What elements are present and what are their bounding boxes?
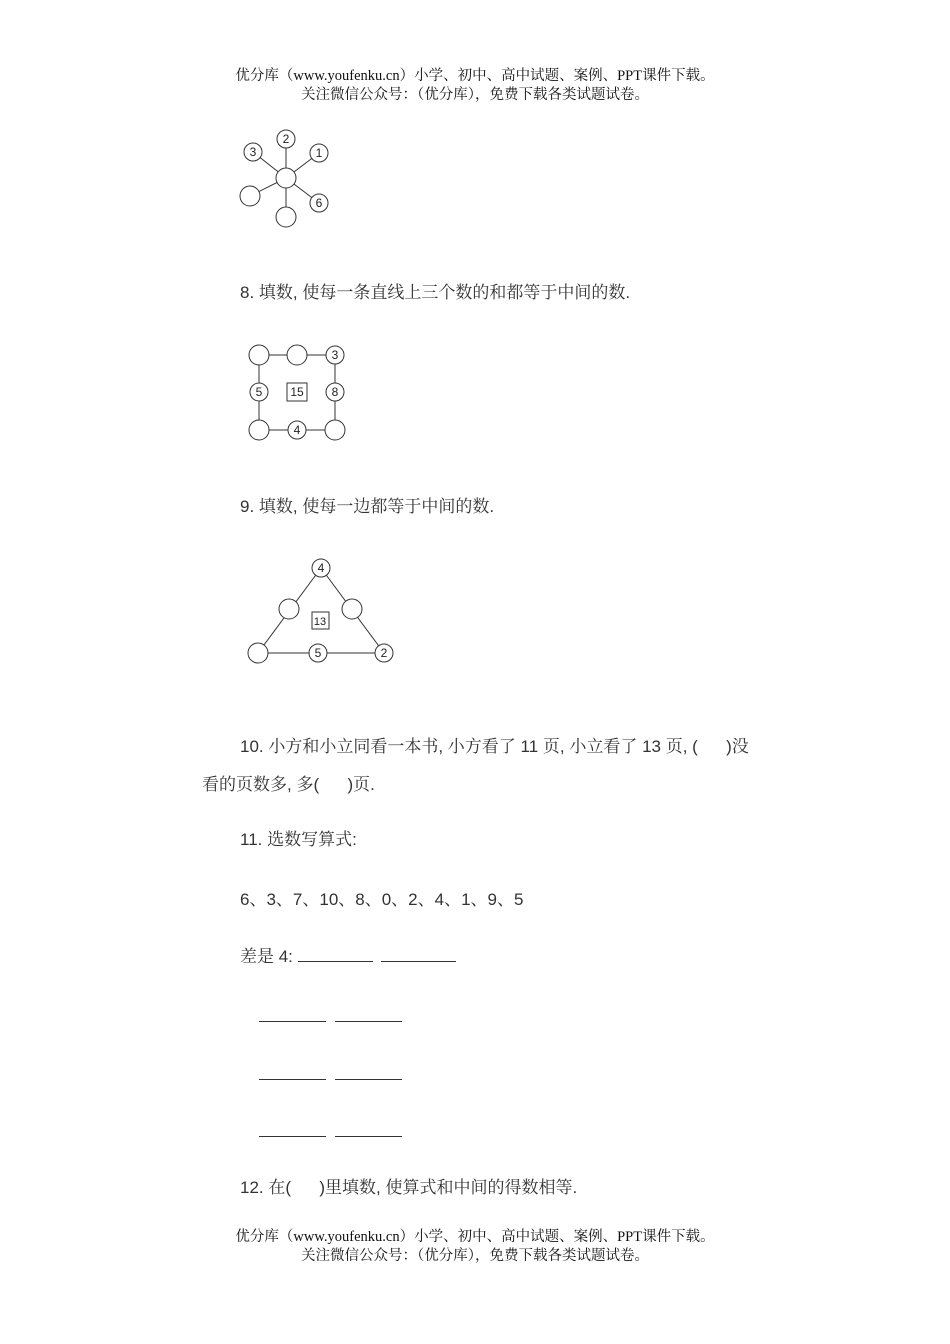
q9-text: 9. 填数, 使每一边都等于中间的数. bbox=[240, 497, 495, 516]
answer-blank[interactable] bbox=[259, 1065, 326, 1080]
header-line-2: 关注微信公众号：（优分库），免费下载各类试题试卷。 bbox=[301, 87, 649, 103]
q9-node-label: 4 bbox=[317, 561, 325, 575]
q8-center-label: 15 bbox=[290, 385, 304, 399]
footer-line-2: 关注微信公众号：（优分库），免费下载各类试题试卷。 bbox=[301, 1248, 649, 1264]
q11-numbers: 6、3、7、10、8、0、2、4、1、9、5 bbox=[240, 890, 524, 909]
star-figure bbox=[230, 125, 340, 235]
answer-blank[interactable] bbox=[335, 1007, 402, 1022]
q8-node-circle bbox=[249, 420, 269, 440]
q11-diff-label: 差是 4: bbox=[240, 947, 293, 966]
q9-node-circle bbox=[342, 599, 362, 619]
star-node-label: 1 bbox=[315, 146, 323, 160]
q8-node-circle bbox=[325, 420, 345, 440]
header-line-1: 优分库（www.youfenku.cn）小学、初中、高中试题、案例、PPT课件下载。 bbox=[235, 68, 715, 84]
star-node-circle bbox=[240, 186, 260, 206]
q9-node-circle bbox=[279, 599, 299, 619]
star-node-label: 6 bbox=[315, 196, 323, 210]
q12-text: 12. 在( )里填数, 使算式和中间的得数相等. bbox=[240, 1178, 578, 1197]
q9-node-label: 5 bbox=[314, 646, 322, 660]
answer-blank[interactable] bbox=[298, 947, 373, 962]
q8-node-label: 5 bbox=[255, 385, 263, 399]
q9-center-label: 13 bbox=[313, 616, 327, 628]
q8-node-circle bbox=[249, 345, 269, 365]
answer-blank[interactable] bbox=[335, 1122, 402, 1137]
star-node-circle bbox=[276, 207, 296, 227]
q9-node-circle bbox=[248, 643, 268, 663]
q11-blank-row bbox=[259, 1007, 402, 1027]
q9-triangle-figure bbox=[240, 550, 400, 670]
q8-node-label: 8 bbox=[331, 385, 339, 399]
star-center-circle bbox=[276, 168, 296, 188]
star-node-label: 3 bbox=[249, 145, 257, 159]
q10-line-2: 看的页数多, 多( )页. bbox=[202, 775, 375, 794]
q10-line-1: 10. 小方和小立同看一本书, 小方看了 11 页, 小立看了 13 页, ( )没 bbox=[240, 737, 749, 756]
q8-node-label: 4 bbox=[293, 423, 301, 437]
answer-blank[interactable] bbox=[335, 1065, 402, 1080]
q11-blank-row bbox=[259, 1065, 402, 1085]
q11-diff-row bbox=[240, 947, 456, 967]
answer-blank[interactable] bbox=[259, 1007, 326, 1022]
q11-text: 11. 选数写算式: bbox=[240, 830, 357, 849]
footer-line-1: 优分库（www.youfenku.cn）小学、初中、高中试题、案例、PPT课件下载。 bbox=[235, 1229, 715, 1245]
answer-blank[interactable] bbox=[259, 1122, 326, 1137]
q11-blank-row bbox=[259, 1122, 402, 1142]
q8-node-label: 3 bbox=[331, 348, 339, 362]
star-node-label: 2 bbox=[282, 132, 290, 146]
q9-node-label: 2 bbox=[380, 646, 388, 660]
q8-text: 8. 填数, 使每一条直线上三个数的和都等于中间的数. bbox=[240, 283, 631, 302]
q8-node-circle bbox=[287, 345, 307, 365]
q8-square-figure bbox=[240, 340, 360, 445]
answer-blank[interactable] bbox=[381, 947, 456, 962]
